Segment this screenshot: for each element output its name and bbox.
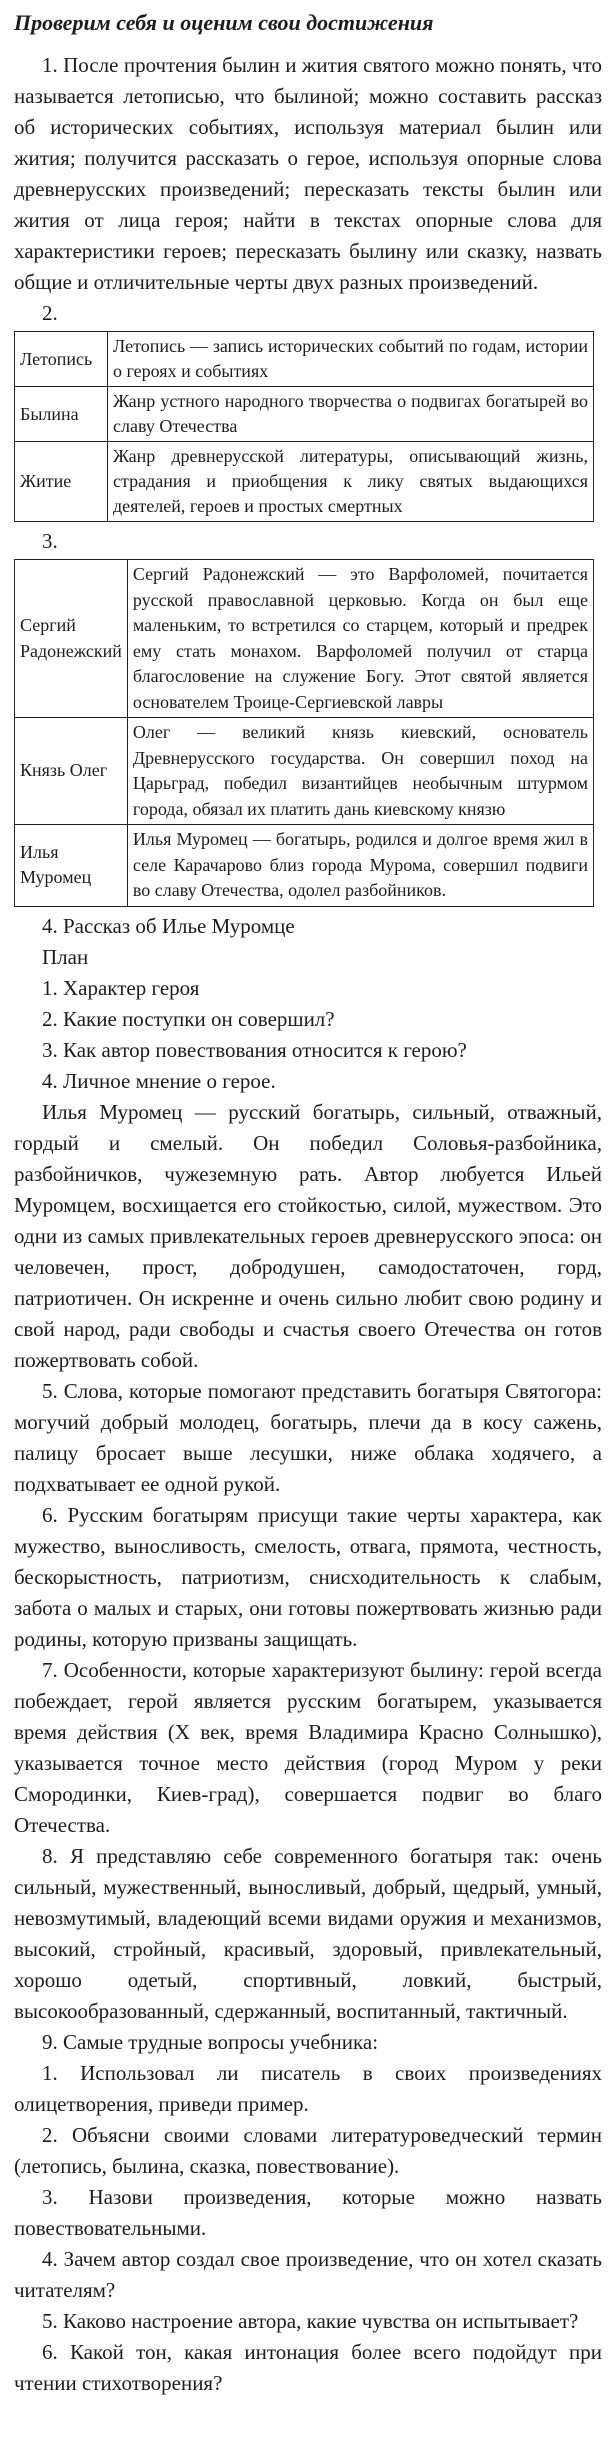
table-row [15, 442, 594, 522]
term-cell: Житие [15, 442, 108, 522]
question-item: 1. Использовал ли писатель в своих произведениях олицетворения, приведи пример. [14, 2060, 602, 2116]
question-item: 2. Объясни своими словами литературоведческий термин (летопись, былина, сказка, повествование). [14, 2122, 602, 2178]
term-cell: Былина [15, 387, 108, 442]
hero-name-cell: Князь Олег [15, 718, 128, 825]
table-row [15, 387, 594, 442]
answer-1: 1. После прочтения былин и жития святого можно понять, что называется летописью, что былиной; можно составить рассказ об исторических событиях, используя материал былин или жития; получится рассказать о герое, используя опорные слова древнерусских произведений; пересказать тексты былин или жития от лица героя; найти в текстах опорные слова для характеристики героев; пересказать былину или сказку, назвать общие и отличительные черты двух разных произведений. [14, 53, 602, 294]
answer-7: 7. Особенности, которые характеризуют былину: герой всегда побеждает, герой является русским богатырем, указывается время действия (X век, время Владимира Красно Солнышко), указывается точное место действия (город Муром у реки Смородинки, Киев-град), совершается подвиг во благо Отечества. [14, 1657, 602, 1837]
question-item: 5. Каково настроение автора, какие чувства он испытывает? [42, 2308, 579, 2333]
question-item: 4. Зачем автор создал свое произведение, что он хотел сказать читателям? [14, 2246, 602, 2302]
answer-9-title: 9. Самые трудные вопросы учебника: [42, 2029, 379, 2054]
ilya-story: Илья Муромец — русский богатырь, сильный, отважный, гордый и смелый. Он победил Соловья-разбойника, разбойничков, чужеземную рать. Автор любуется Ильей Муромцем, восхищается его стойкостью, силой, мужеством. Это одни из самых привлекательных героев древнерусского эпоса: он человечен, прост, добродушен, самодостаточен, горд, патриотичен. Он искренне и очень сильно любит свою родину и свой народ, ради свободы и счастья своего Отечества он готов пожертвовать собой. [14, 1099, 602, 1372]
hero-description-cell: Сергий Радонежский — это Варфоломей, почитается русской православной церковью. Когда он был еще маленьким, то встретился со старцем, который и предрек ему стать монахом. Варфоломей получил от старца благословение на служение Богу. Этот святой является основателем Троице-Сергиевской лавры [127, 560, 593, 718]
heroes-table [14, 559, 594, 907]
question-item: 6. Какой тон, какая интонация более всего подойдут при чтении стихотворения? [14, 2339, 602, 2395]
terms-table [14, 331, 594, 522]
table-row [15, 718, 594, 825]
definition-cell: Летопись — запись исторических событий по годам, истории о героях и событиях [108, 332, 594, 387]
definition-cell: Жанр устного народного творчества о подвигах богатырей во славу Отечества [108, 387, 594, 442]
page-title: Проверим себя и оценим свои достижения [14, 10, 434, 35]
answer-5: 5. Слова, которые помогают представить богатыря Святогора: могучий добрый молодец, богатырь, плечи да в косу сажень, палицу бросает выше лесушки, ниже облака ходячего, а подхватывает ее одной рукой. [14, 1378, 602, 1496]
plan-item: 3. Как автор повествования относится к герою? [42, 1037, 467, 1062]
answer-8: 8. Я представляю себе современного богатыря так: очень сильный, мужественный, выносливый, добрый, щедрый, умный, невозмутимый, владеющий всеми видами оружия и механизмов, высокий, стройный, красивый, здоровый, привлекательный, хорошо одетый, спортивный, ловкий, быстрый, высокообразованный, сдержанный, воспитанный, тактичный. [14, 1843, 602, 2023]
table-row [15, 332, 594, 387]
question-item: 3. Назови произведения, которые можно назвать повествовательными. [14, 2184, 602, 2240]
hero-description-cell: Олег — великий князь киевский, основатель Древнерусского государства. Он совершил поход на Царьград, победил византийцев необычным штурмом города, обязал их платить дань киевскому князю [127, 718, 593, 825]
answer-4-title: 4. Рассказ об Илье Муромце [42, 913, 295, 938]
hero-description-cell: Илья Муромец — богатырь, родился и долгое время жил в селе Карачарово близ города Мурома, совершил подвиги во славу Отечества, одолел разбойников. [127, 825, 593, 907]
answer-2-number: 2. [42, 301, 58, 325]
hero-name-cell: Сергий Радонежский [15, 560, 128, 718]
plan-item: 4. Личное мнение о герое. [42, 1068, 276, 1093]
plan-item: 1. Характер героя [42, 975, 200, 1000]
plan-label: План [42, 944, 89, 969]
answer-6: 6. Русским богатырям присущи такие черты характера, как мужество, выносливость, смелость, отвага, прямота, честность, бескорыстность, патриотизм, снисходительность к слабым, забота о малых и старых, они готовы пожертвовать жизнью ради родины, которую призваны защищать. [14, 1502, 602, 1651]
term-cell: Летопись [15, 332, 108, 387]
plan [42, 942, 602, 1097]
table-row [15, 825, 594, 907]
answer-3-number: 3. [42, 529, 58, 553]
hero-name-cell: Илья Муромец [15, 825, 128, 907]
plan-item: 2. Какие поступки он совершил? [42, 1006, 335, 1031]
definition-cell: Жанр древнерусской литературы, описывающий жизнь, страдания и приобщения к лику святых выдающихся деятелей, героев и простых смертных [108, 442, 594, 522]
table-row [15, 560, 594, 718]
